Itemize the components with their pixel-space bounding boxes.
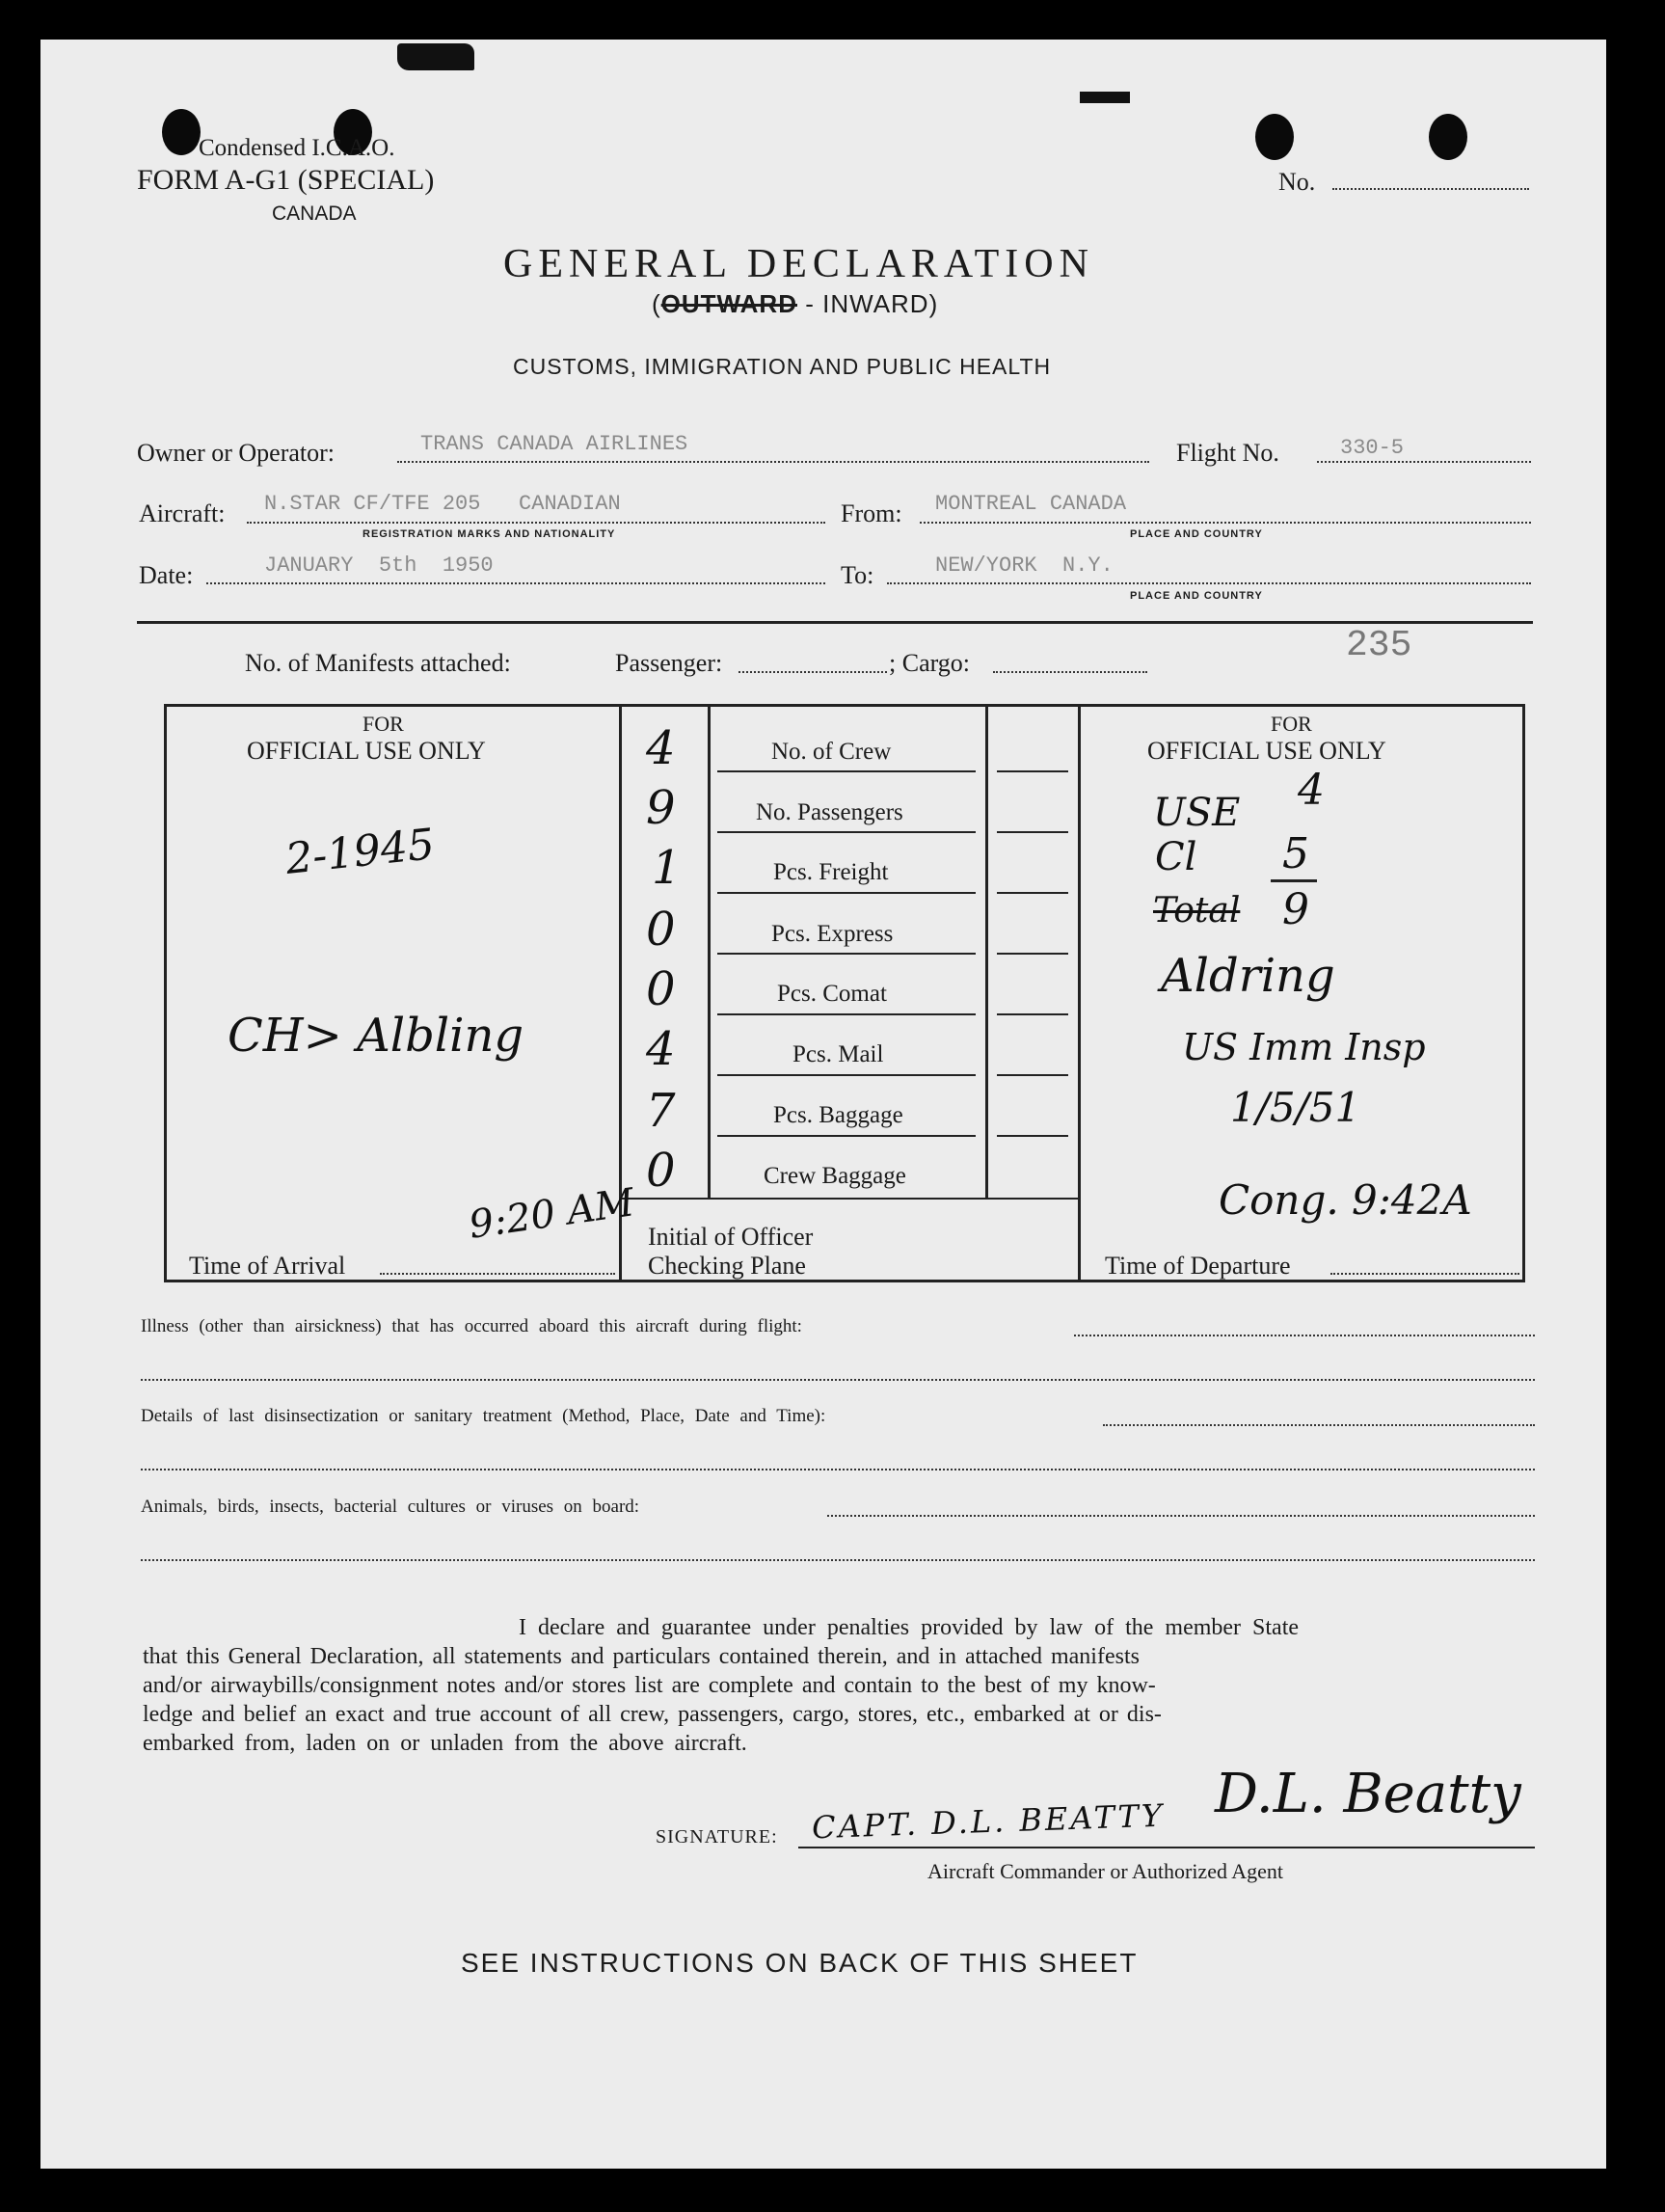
handwritten-arrival-time: 9:20 AM [466, 1180, 637, 1248]
illness-line-1 [1074, 1335, 1535, 1336]
signature-label: SIGNATURE: [656, 1826, 778, 1848]
illness-line-2 [141, 1379, 1535, 1381]
row-line [717, 1135, 976, 1137]
row-label: No. Passengers [756, 799, 903, 825]
handwritten-us-inspector: US Imm Insp [1182, 1026, 1426, 1068]
row-label: Pcs. Freight [773, 859, 889, 885]
handwritten-right-use-value: 4 [1298, 766, 1325, 815]
from-label: From: [841, 499, 902, 527]
row-value: 0 [646, 1144, 676, 1198]
row-label: Pcs. Baggage [773, 1102, 903, 1128]
handwritten-right-total: Total [1153, 891, 1241, 931]
handwritten-right-cl: Cl [1155, 835, 1197, 879]
row-value: 9 [646, 781, 676, 835]
handwritten-right-signature: Aldring [1161, 949, 1335, 1003]
arrival-line [380, 1273, 615, 1275]
owner-label: Owner or Operator: [137, 439, 336, 467]
signature-handwritten: D.L. Beatty [1215, 1763, 1521, 1825]
form-id: FORM A-G1 (SPECIAL) [137, 164, 435, 196]
row-line-short [997, 953, 1068, 955]
departure-line [1330, 1273, 1519, 1275]
form-number-label: No. [1278, 168, 1316, 196]
table-vline-right [1078, 704, 1081, 1282]
country-label: CANADA [272, 202, 357, 225]
animals-line-2 [141, 1559, 1535, 1561]
table-vline-label [985, 704, 988, 1198]
row-line-short [997, 1013, 1068, 1015]
row-label: Crew Baggage [764, 1163, 906, 1189]
handwritten-right-cl-value: 5 [1282, 829, 1309, 878]
handwritten-date: 1/5/51 [1230, 1084, 1361, 1131]
handwritten-left-code: 2-1945 [282, 820, 438, 884]
punch-hole-right-2 [1429, 114, 1467, 160]
aircraft-line [247, 522, 825, 524]
manifest-passenger-label: Passenger: [615, 649, 723, 677]
from-place-caption: PLACE AND COUNTRY [1130, 528, 1263, 540]
date-line [206, 582, 825, 584]
to-value: NEW/YORK N.Y. [935, 553, 1114, 578]
flight-label: Flight No. [1176, 439, 1279, 467]
handwritten-departure-time: Cong. 9:42A [1219, 1176, 1472, 1224]
disinsection-question: Details of last disinsectization or sanitary treatment (Method, Place, Date and Time): [141, 1406, 826, 1426]
time-of-arrival-label: Time of Arrival [189, 1252, 346, 1280]
ink-dash-mark [1080, 92, 1130, 103]
outward-struck: OUTWARD [660, 289, 797, 318]
owner-value: TRANS CANADA AIRLINES [420, 432, 688, 456]
disinsection-line-1 [1103, 1424, 1535, 1426]
row-line [717, 770, 976, 772]
row-line-short [997, 831, 1068, 833]
row-line-short [997, 1135, 1068, 1137]
signature-caption: Aircraft Commander or Authorized Agent [927, 1859, 1284, 1883]
handwritten-left-initials: CH> Albling [228, 1009, 524, 1063]
to-place-caption: PLACE AND COUNTRY [1130, 590, 1263, 602]
row-line [717, 953, 976, 955]
to-line [887, 582, 1531, 584]
disinsection-line-2 [141, 1469, 1535, 1470]
row-value: 7 [646, 1084, 676, 1138]
to-label: To: [841, 561, 874, 589]
manifest-cargo-label: ; Cargo: [889, 649, 971, 677]
signature-printed-name: CAPT. D.L. BEATTY [811, 1796, 1166, 1847]
row-value: 4 [646, 1022, 676, 1076]
row-value: 0 [646, 962, 676, 1016]
header-divider [137, 621, 1533, 624]
row-value: 0 [646, 903, 676, 957]
table-bottom-mid-line [621, 1198, 1080, 1200]
stamp-number: 235 [1346, 625, 1412, 666]
row-line [717, 1074, 976, 1076]
illness-question: Illness (other than airsickness) that has occurred aboard this aircraft during flight: [141, 1316, 802, 1336]
declaration-line-3: and/or airwaybills/consignment notes and/or stores list are complete and contain to the best of my know- [143, 1673, 1156, 1698]
row-label: No. of Crew [771, 739, 892, 765]
right-for-label: FOR [1271, 712, 1312, 736]
aircraft-value: N.STAR CF/TFE 205 CANADIAN [264, 492, 621, 516]
initial-officer-label-1: Initial of Officer [648, 1223, 814, 1251]
signature-line [798, 1847, 1535, 1848]
direction-line [652, 289, 938, 319]
handwritten-right-use: USE [1153, 791, 1241, 835]
row-value: 4 [646, 721, 676, 775]
row-value: 1 [652, 841, 682, 895]
left-official-use: OFFICIAL USE ONLY [247, 737, 486, 765]
from-value: MONTREAL CANADA [935, 492, 1127, 516]
animals-question: Animals, birds, insects, bacterial cultures or viruses on board: [141, 1497, 640, 1517]
punch-hole-left-1 [162, 109, 201, 155]
page-title: GENERAL DECLARATION [503, 242, 1094, 286]
left-for-label: FOR [363, 712, 404, 736]
open-paren: ( [652, 289, 661, 318]
form-number-line [1332, 188, 1529, 190]
declaration-line-4: ledge and belief an exact and true account of all crew, passengers, cargo, stores, etc., embarked at or dis- [143, 1702, 1162, 1727]
declaration-line-2: that this General Declaration, all statements and particulars contained therein, and in attached manifests [143, 1644, 1140, 1669]
row-line [717, 831, 976, 833]
punch-hole-right-1 [1255, 114, 1294, 160]
row-label: Pcs. Express [771, 921, 894, 947]
footer-instructions: SEE INSTRUCTIONS ON BACK OF THIS SHEET [461, 1948, 1139, 1978]
owner-line [397, 461, 1149, 463]
ink-blot-mark [397, 43, 474, 70]
manifests-label: No. of Manifests attached: [245, 649, 511, 677]
condensed-icao-label: Condensed I.C.A.O. [199, 135, 395, 161]
date-label: Date: [139, 561, 194, 589]
flight-line [1317, 461, 1531, 463]
registration-caption: REGISTRATION MARKS AND NATIONALITY [363, 528, 616, 540]
aircraft-label: Aircraft: [139, 499, 226, 527]
flight-value: 330-5 [1340, 436, 1405, 460]
manifest-cargo-line [993, 671, 1147, 673]
declaration-line-1: I declare and guarantee under penalties provided by law of the member State [519, 1615, 1300, 1640]
row-line-short [997, 1074, 1068, 1076]
time-of-departure-label: Time of Departure [1105, 1252, 1291, 1280]
animals-line-1 [827, 1515, 1535, 1517]
inward-label: - INWARD) [805, 289, 939, 318]
initial-officer-label-2: Checking Plane [648, 1252, 806, 1280]
row-line-short [997, 892, 1068, 894]
declaration-line-5: embarked from, laden on or unladen from the above aircraft. [143, 1731, 747, 1756]
manifest-passenger-line [739, 671, 887, 673]
handwritten-right-total-value: 9 [1282, 885, 1309, 934]
row-line-short [997, 770, 1068, 772]
from-line [920, 522, 1531, 524]
right-official-use: OFFICIAL USE ONLY [1147, 737, 1386, 765]
table-vline-qty [708, 704, 711, 1198]
row-line [717, 1013, 976, 1015]
handwritten-underline [1271, 879, 1317, 882]
subtitle: CUSTOMS, IMMIGRATION AND PUBLIC HEALTH [513, 354, 1052, 379]
row-line [717, 892, 976, 894]
row-label: Pcs. Mail [792, 1041, 884, 1067]
date-value: JANUARY 5th 1950 [264, 553, 494, 578]
row-label: Pcs. Comat [777, 981, 887, 1007]
